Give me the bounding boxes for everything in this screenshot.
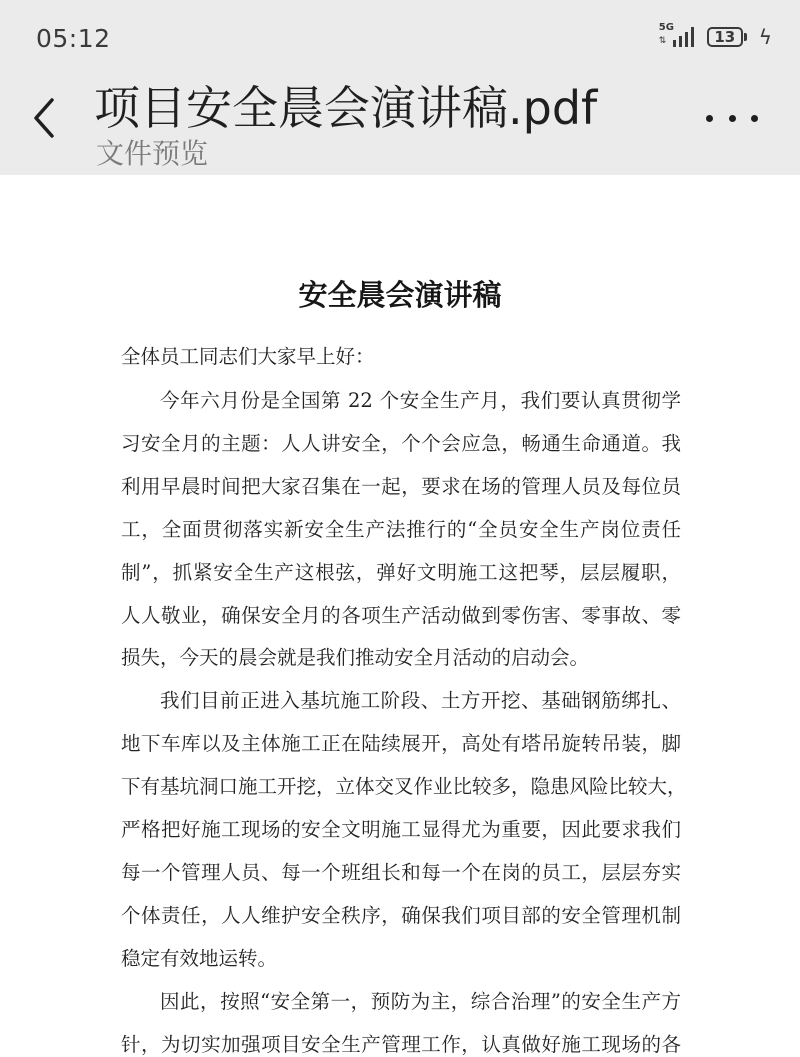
- back-arrow-icon: [28, 96, 64, 140]
- battery-cap: [744, 33, 747, 41]
- status-time: 05:12: [36, 24, 111, 53]
- app-header: [0, 0, 800, 175]
- charging-bolt-icon: ϟ: [758, 25, 772, 49]
- more-dot-icon: [751, 115, 758, 122]
- document-line: 今年六月份是全国第 22 个安全生产月，我们要认真贯彻学: [160, 389, 681, 412]
- network-type: 5G: [658, 22, 674, 33]
- document-line: 习安全月的主题：人人讲安全，个个会应急，畅通生命通道。我: [121, 432, 681, 455]
- document-line: 每一个管理人员、每一个班组长和每一个在岗的员工，层层夯实: [121, 861, 681, 884]
- battery-level: 13: [707, 27, 743, 47]
- document-line: 工，全面贯彻落实新安全生产法推行的“全员安全生产岗位责任: [121, 518, 681, 541]
- signal-bars-icon: [671, 26, 697, 48]
- document-line: 个体责任，人人维护安全秩序，确保我们项目部的安全管理机制: [121, 904, 681, 927]
- document-line: 因此，按照“安全第一，预防为主，综合治理”的安全生产方: [160, 990, 681, 1013]
- document-line: 严格把好施工现场的安全文明施工显得尤为重要，因此要求我们: [121, 818, 681, 841]
- file-subtitle: 文件预览: [96, 137, 209, 170]
- document-line: 利用早晨时间把大家召集在一起，要求在场的管理人员及每位员: [121, 475, 681, 498]
- more-dot-icon: [729, 115, 736, 122]
- document-line: 地下车库以及主体施工正在陆续展开，高处有塔吊旋转吊装，脚: [121, 732, 681, 755]
- signal-icon: [659, 24, 697, 50]
- document-line: 稳定有效地运转。: [121, 947, 278, 970]
- status-icons: [659, 24, 772, 50]
- data-arrows-icon: ⇅: [658, 36, 667, 46]
- more-options-button[interactable]: [706, 106, 758, 130]
- document-line: 针，为切实加强项目安全生产管理工作，认真做好施工现场的各: [121, 1033, 681, 1056]
- document-title: 安全晨会演讲稿: [298, 278, 502, 312]
- document-line: 制”，抓紧安全生产这根弦，弹好文明施工这把琴，层层履职，: [121, 561, 681, 584]
- battery-icon: [707, 27, 747, 47]
- document-line: 我们目前正进入基坑施工阶段、土方开挖、基础钢筋绑扎、: [160, 689, 681, 712]
- document-line: 人人敬业，确保安全月的各项生产活动做到零伤害、零事故、零: [121, 604, 681, 627]
- back-button[interactable]: [28, 96, 64, 140]
- document-line: 全体员工同志们大家早上好：: [121, 345, 375, 368]
- file-title: 项目安全晨会演讲稿.pdf: [94, 81, 598, 135]
- more-dot-icon: [706, 115, 713, 122]
- document-line: 下有基坑洞口施工开挖，立体交叉作业比较多，隐患风险比较大，: [121, 775, 687, 798]
- document-line: 损失，今天的晨会就是我们推动安全月活动的启动会。: [121, 646, 590, 669]
- pdf-preview-page[interactable]: [0, 175, 800, 1056]
